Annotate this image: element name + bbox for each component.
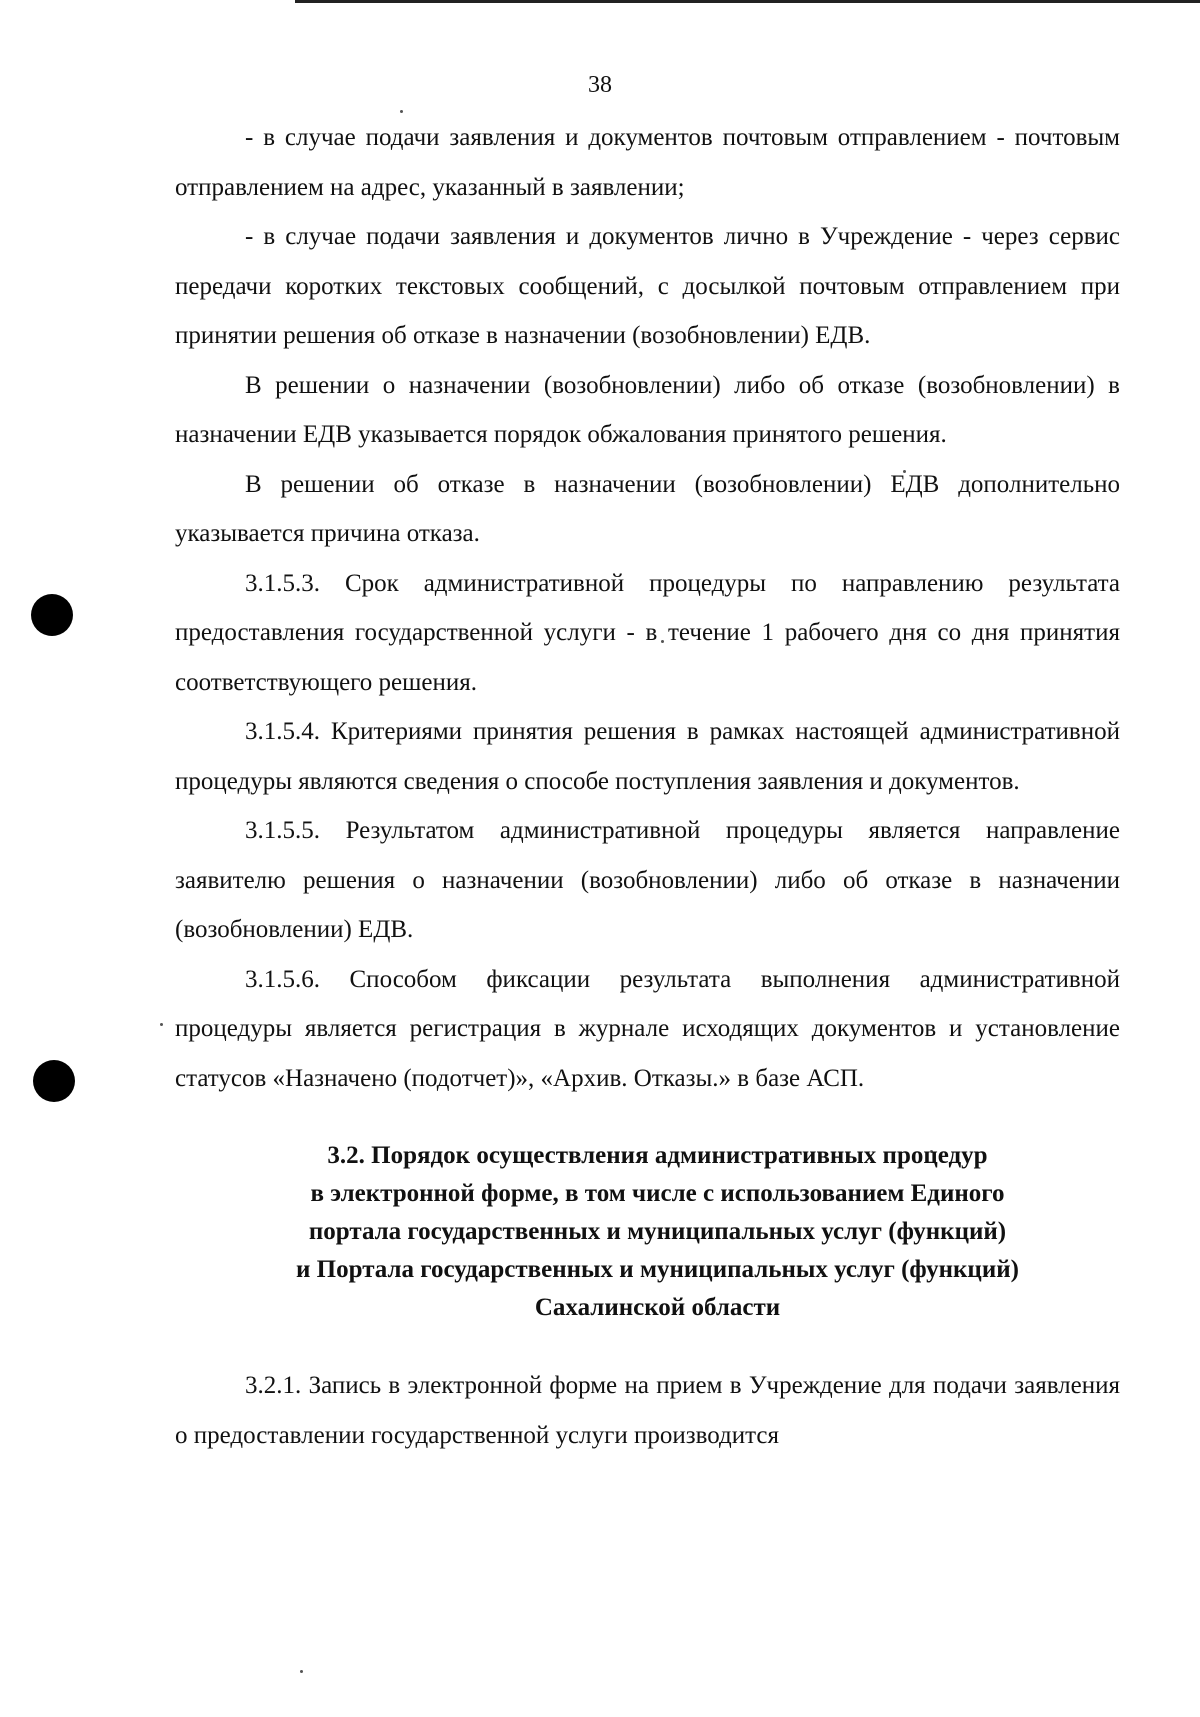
section-heading-line: в электронной форме, в том числе с использованием Единого [310,1180,1005,1207]
section-heading-line: 3.2. Порядок осуществления административных процедур [327,1142,988,1169]
closing-paragraph: 3.2.1. Запись в электронной форме на прием в Учреждение для подачи заявления о предоставлении государственной услуги производится [175,1372,1120,1449]
section-heading-line: Сахалинской области [534,1294,781,1321]
paragraph: - в случае подачи заявления и документов почтовым отправлением - почтовым отправлением на адрес, указанный в заявлении; [175,124,1120,201]
punch-hole-mark [33,1060,75,1102]
punch-hole-mark [31,594,73,636]
paragraph: 3.1.5.4. Критериями принятия решения в рамках настоящей административной процедуры являются сведения о способе поступления заявления и документов. [175,718,1120,795]
page-number: 38 [588,72,612,98]
page-top-border [295,0,1200,3]
paragraph: - в случае подачи заявления и документов лично в Учреждение - через сервис передачи коротких текстовых сообщений, с досылкой почтовым отправлением при принятии решения об отказе в назначении (возобновлении) ЕДВ. [175,223,1120,349]
scan-speck [160,1023,163,1026]
paragraph: В решении о назначении (возобновлении) либо об отказе (возобновлении) в назначении ЕДВ указывается порядок обжалования принятого решения. [175,371,1120,448]
section-heading [175,1137,1120,1327]
paragraph: 3.1.5.5. Результатом административной процедуры является направление заявителю решения о назначении (возобновлении) либо об отказе в назначении (возобновлении) ЕДВ. [175,817,1120,943]
paragraph: В решении об отказе в назначении (возобновлении) ЕДВ дополнительно указывается причина отказа. [175,470,1120,547]
scan-speck [300,1670,303,1673]
paragraph: 3.1.5.3. Срок административной процедуры по направлению результата предоставления государственной услуги - в течение 1 рабочего дня со дня принятия соответствующего решения. [175,569,1120,696]
document-body [175,113,1120,1460]
paragraph: 3.1.5.6. Способом фиксации результата выполнения административной процедуры является регистрация в журнале исходящих документов и установление статусов «Назначено (подотчет)», «Архив. Отказы.» в базе АСП. [175,965,1120,1092]
section-heading-line: и Портала государственных и муниципальных услуг (функций) [296,1256,1019,1283]
section-heading-line: портала государственных и муниципальных услуг (функций) [308,1218,1007,1245]
